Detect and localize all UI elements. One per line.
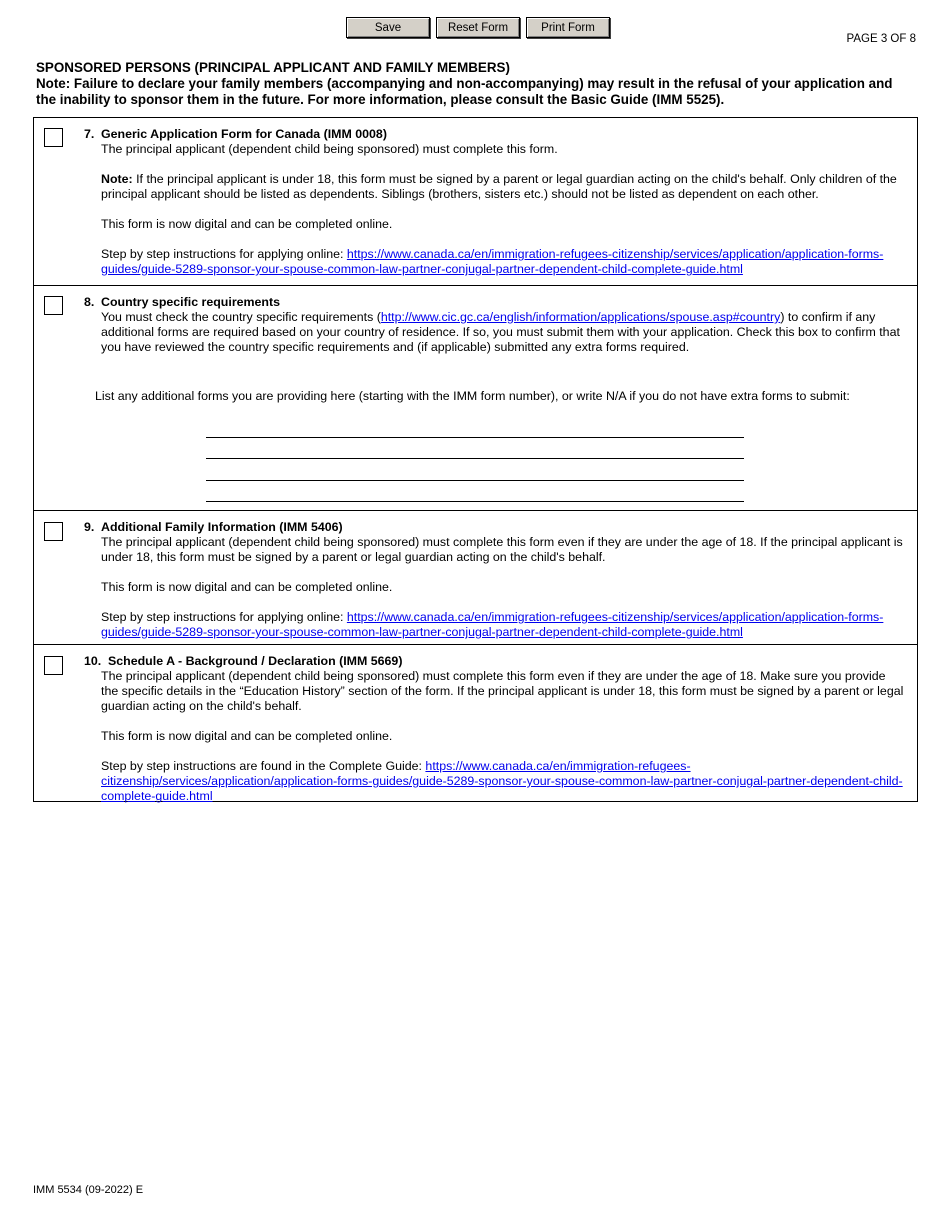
item-number: 9. (84, 520, 95, 534)
additional-forms-prompt: List any additional forms you are providing here (starting with the IMM form number), or write N/A if you do not have extra forms to submit: (95, 389, 850, 403)
checklist-item-7 (34, 118, 917, 286)
instructions (101, 759, 905, 804)
checkbox-item-7[interactable] (44, 128, 63, 147)
item-title: Country specific requirements (101, 295, 281, 309)
item-description (101, 310, 905, 355)
item-number: 10. (84, 654, 102, 668)
save-button[interactable]: Save (346, 17, 430, 38)
reset-form-button[interactable]: Reset Form (436, 17, 520, 38)
guide-link[interactable]: https://www.canada.ca/en/immigration-refugees-citizenship/services/application/application-forms-guides/guide-5289-sponsor-your-spouse-common-law-partner-conjugal-partner-dependent-child-complete-guide.html (101, 610, 884, 639)
description-text: You must check the country specific requirements ( (101, 310, 381, 324)
item-number: 8. (84, 295, 95, 309)
item-description: The principal applicant (dependent child being sponsored) must complete this form. (101, 142, 558, 156)
item-title: Generic Application Form for Canada (IMM 0008) (101, 127, 387, 141)
page-number: PAGE 3 OF 8 (846, 33, 916, 45)
instructions (101, 247, 905, 277)
heading-note: Note: Failure to declare your family members (accompanying and non-accompanying) may result in the refusal of your application and the inability to sponsor them in the future. For more information, please consult the Basic Guide (IMM 5525). (36, 76, 893, 107)
checklist-item-10 (34, 645, 917, 801)
item-title: Additional Family Information (IMM 5406) (101, 520, 343, 534)
item-title: Schedule A - Background / Declaration (IMM 5669) (108, 654, 403, 668)
item-note (101, 172, 905, 202)
page-title: SPONSORED PERSONS (PRINCIPAL APPLICANT AND FAMILY MEMBERS) (36, 60, 510, 75)
instructions (101, 610, 905, 640)
additional-form-line-2[interactable] (206, 438, 744, 460)
item-number: 7. (84, 127, 95, 141)
checkbox-item-9[interactable] (44, 522, 63, 541)
item-description: The principal applicant (dependent child being sponsored) must complete this form even if they are under the age of 18. If the principal applicant is under 18, this form must be signed by a parent or legal guardian acting on the child's behalf. (101, 535, 903, 564)
digital-notice: This form is now digital and can be completed online. (101, 729, 393, 743)
digital-notice: This form is now digital and can be completed online. (101, 217, 393, 231)
instructions-text: Step by step instructions are found in the Complete Guide: (101, 759, 426, 773)
print-form-button[interactable]: Print Form (526, 17, 610, 38)
country-requirements-link[interactable]: http://www.cic.gc.ca/english/information/applications/spouse.asp#country (380, 310, 781, 324)
item-description: The principal applicant (dependent child being sponsored) must complete this form even if they are under the age of 18. Make sure you provide the specific details in the “Education History” section of the form. If the principal applicant is under 18, this form must be signed by a parent or legal guardian acting on the child's behalf. (101, 669, 904, 713)
checklist-item-8 (34, 286, 917, 511)
form-toolbar (346, 17, 610, 38)
note-text: If the principal applicant is under 18, this form must be signed by a parent or legal guardian acting on the child's behalf. Only children of the principal applicant should be listed as dependents. Siblings (brothers, sisters etc.) should not be listed as dependent on each other. (101, 172, 897, 201)
page-heading (36, 60, 916, 108)
additional-forms-lines (206, 416, 744, 502)
additional-form-line-4[interactable] (206, 481, 744, 503)
checkbox-item-10[interactable] (44, 656, 63, 675)
additional-form-line-1[interactable] (206, 416, 744, 438)
additional-form-line-3[interactable] (206, 459, 744, 481)
checklist-item-9 (34, 511, 917, 645)
instructions-text: Step by step instructions for applying online: (101, 247, 347, 261)
instructions-text: Step by step instructions for applying online: (101, 610, 347, 624)
checklist-table (33, 117, 918, 802)
guide-link[interactable]: https://www.canada.ca/en/immigration-refugees-citizenship/services/application/application-forms-guides/guide-5289-sponsor-your-spouse-common-law-partner-conjugal-partner-dependent-child-complete-guide.html (101, 759, 903, 803)
guide-link[interactable]: https://www.canada.ca/en/immigration-refugees-citizenship/services/application/application-forms-guides/guide-5289-sponsor-your-spouse-common-law-partner-conjugal-partner-dependent-child-complete-guide.html (101, 247, 884, 276)
note-label: Note: (101, 172, 133, 186)
checkbox-item-8[interactable] (44, 296, 63, 315)
digital-notice: This form is now digital and can be completed online. (101, 580, 393, 594)
description-text: ) to confirm if any additional forms are required based on your country of residence. If so, you must submit them with your application. Check this box to confirm that you have reviewed the country specific requirements and (if applicable) submitted any extra forms required. (101, 310, 900, 354)
form-code: IMM 5534 (09-2022) E (33, 1184, 144, 1196)
